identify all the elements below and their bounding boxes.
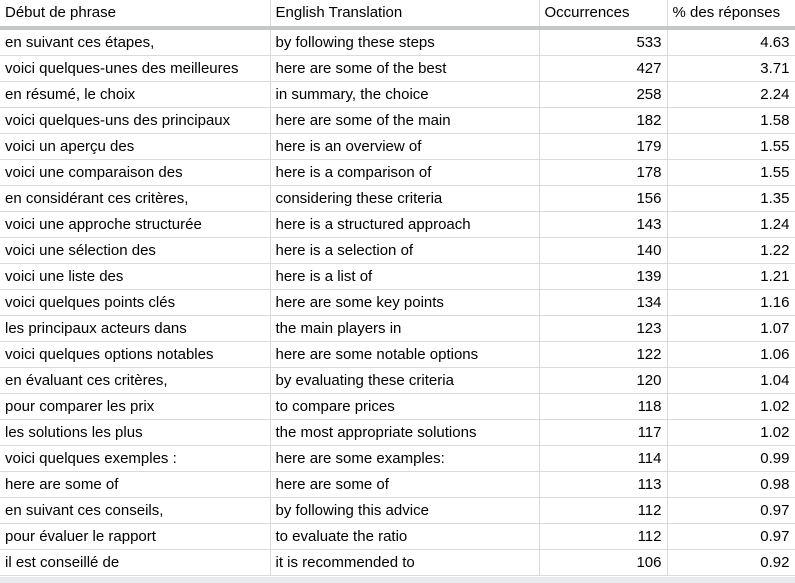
table-row bbox=[0, 446, 795, 472]
cell-translation[interactable]: here are some key points bbox=[270, 290, 539, 316]
cell-occurrences[interactable]: 258 bbox=[539, 82, 667, 108]
cell-occurrences[interactable]: 182 bbox=[539, 108, 667, 134]
cell-translation[interactable]: by evaluating these criteria bbox=[270, 368, 539, 394]
cell-phrase[interactable]: en suivant ces étapes, bbox=[0, 28, 270, 56]
horizontal-scrollbar-track[interactable] bbox=[0, 577, 795, 583]
cell-percent[interactable]: 4.63 bbox=[667, 28, 795, 56]
cell-translation[interactable]: here are some examples: bbox=[270, 446, 539, 472]
cell-phrase[interactable]: voici quelques points clés bbox=[0, 290, 270, 316]
cell-percent[interactable]: 1.55 bbox=[667, 134, 795, 160]
table-row bbox=[0, 82, 795, 108]
cell-phrase[interactable]: voici une comparaison des bbox=[0, 160, 270, 186]
cell-translation[interactable]: here are some of bbox=[270, 472, 539, 498]
cell-phrase[interactable]: les principaux acteurs dans bbox=[0, 316, 270, 342]
cell-occurrences[interactable]: 134 bbox=[539, 290, 667, 316]
table-row bbox=[0, 420, 795, 446]
cell-phrase[interactable]: il est conseillé de bbox=[0, 550, 270, 576]
cell-translation[interactable]: in summary, the choice bbox=[270, 82, 539, 108]
cell-phrase[interactable]: voici quelques options notables bbox=[0, 342, 270, 368]
cell-percent[interactable]: 3.71 bbox=[667, 56, 795, 82]
cell-translation[interactable]: the most appropriate solutions bbox=[270, 420, 539, 446]
cell-translation[interactable]: here are some notable options bbox=[270, 342, 539, 368]
table-row bbox=[0, 108, 795, 134]
table-row bbox=[0, 186, 795, 212]
table-row bbox=[0, 498, 795, 524]
cell-occurrences[interactable]: 106 bbox=[539, 550, 667, 576]
cell-occurrences[interactable]: 122 bbox=[539, 342, 667, 368]
cell-percent[interactable]: 1.55 bbox=[667, 160, 795, 186]
table-row bbox=[0, 134, 795, 160]
cell-phrase[interactable]: voici un aperçu des bbox=[0, 134, 270, 160]
table-row bbox=[0, 160, 795, 186]
cell-phrase[interactable]: en évaluant ces critères, bbox=[0, 368, 270, 394]
table-row bbox=[0, 342, 795, 368]
cell-occurrences[interactable]: 114 bbox=[539, 446, 667, 472]
cell-percent[interactable]: 1.21 bbox=[667, 264, 795, 290]
cell-percent[interactable]: 1.07 bbox=[667, 316, 795, 342]
cell-percent[interactable]: 0.97 bbox=[667, 498, 795, 524]
cell-percent[interactable]: 1.58 bbox=[667, 108, 795, 134]
cell-phrase[interactable]: pour comparer les prix bbox=[0, 394, 270, 420]
table-row bbox=[0, 290, 795, 316]
table-row bbox=[0, 238, 795, 264]
cell-translation[interactable]: by following this advice bbox=[270, 498, 539, 524]
cell-phrase[interactable]: voici une liste des bbox=[0, 264, 270, 290]
cell-percent[interactable]: 1.02 bbox=[667, 394, 795, 420]
cell-phrase[interactable]: voici une sélection des bbox=[0, 238, 270, 264]
header-phrase[interactable]: Début de phrase bbox=[0, 0, 270, 28]
cell-percent[interactable]: 1.04 bbox=[667, 368, 795, 394]
cell-phrase[interactable]: voici quelques-unes des meilleures bbox=[0, 56, 270, 82]
header-row bbox=[0, 0, 795, 28]
cell-phrase[interactable]: en considérant ces critères, bbox=[0, 186, 270, 212]
table-row bbox=[0, 56, 795, 82]
cell-occurrences[interactable]: 118 bbox=[539, 394, 667, 420]
cell-phrase[interactable]: voici une approche structurée bbox=[0, 212, 270, 238]
cell-percent[interactable]: 0.99 bbox=[667, 446, 795, 472]
cell-translation[interactable]: by following these steps bbox=[270, 28, 539, 56]
cell-phrase[interactable]: pour évaluer le rapport bbox=[0, 524, 270, 550]
cell-translation[interactable]: here is a structured approach bbox=[270, 212, 539, 238]
cell-occurrences[interactable]: 113 bbox=[539, 472, 667, 498]
cell-phrase[interactable]: here are some of bbox=[0, 472, 270, 498]
cell-phrase[interactable]: les solutions les plus bbox=[0, 420, 270, 446]
header-percent[interactable]: % des réponses bbox=[667, 0, 795, 28]
cell-occurrences[interactable]: 123 bbox=[539, 316, 667, 342]
cell-translation[interactable]: here is a list of bbox=[270, 264, 539, 290]
cell-translation[interactable]: here is a selection of bbox=[270, 238, 539, 264]
cell-percent[interactable]: 1.06 bbox=[667, 342, 795, 368]
table-body bbox=[0, 28, 795, 576]
cell-translation[interactable]: here is a comparison of bbox=[270, 160, 539, 186]
cell-occurrences[interactable]: 140 bbox=[539, 238, 667, 264]
table-row bbox=[0, 524, 795, 550]
cell-occurrences[interactable]: 112 bbox=[539, 524, 667, 550]
cell-translation[interactable]: here is an overview of bbox=[270, 134, 539, 160]
cell-occurrences[interactable]: 120 bbox=[539, 368, 667, 394]
cell-occurrences[interactable]: 139 bbox=[539, 264, 667, 290]
table-row bbox=[0, 368, 795, 394]
cell-percent[interactable]: 1.24 bbox=[667, 212, 795, 238]
cell-occurrences[interactable]: 178 bbox=[539, 160, 667, 186]
cell-occurrences[interactable]: 117 bbox=[539, 420, 667, 446]
cell-percent[interactable]: 0.97 bbox=[667, 524, 795, 550]
cell-translation[interactable]: here are some of the main bbox=[270, 108, 539, 134]
cell-occurrences[interactable]: 427 bbox=[539, 56, 667, 82]
cell-percent[interactable]: 1.22 bbox=[667, 238, 795, 264]
cell-translation[interactable]: it is recommended to bbox=[270, 550, 539, 576]
header-translation[interactable]: English Translation bbox=[270, 0, 539, 28]
cell-percent[interactable]: 1.02 bbox=[667, 420, 795, 446]
cell-occurrences[interactable]: 179 bbox=[539, 134, 667, 160]
cell-occurrences[interactable]: 156 bbox=[539, 186, 667, 212]
cell-percent[interactable]: 1.35 bbox=[667, 186, 795, 212]
cell-translation[interactable]: considering these criteria bbox=[270, 186, 539, 212]
cell-percent[interactable]: 0.92 bbox=[667, 550, 795, 576]
cell-phrase[interactable]: en résumé, le choix bbox=[0, 82, 270, 108]
cell-phrase[interactable]: voici quelques exemples : bbox=[0, 446, 270, 472]
table-row bbox=[0, 28, 795, 56]
table-row bbox=[0, 550, 795, 576]
cell-occurrences[interactable]: 533 bbox=[539, 28, 667, 56]
table-row bbox=[0, 316, 795, 342]
table-header bbox=[0, 0, 795, 28]
table-row bbox=[0, 212, 795, 238]
cell-translation[interactable]: to compare prices bbox=[270, 394, 539, 420]
cell-phrase[interactable]: voici quelques-uns des principaux bbox=[0, 108, 270, 134]
cell-translation[interactable]: to evaluate the ratio bbox=[270, 524, 539, 550]
cell-translation[interactable]: the main players in bbox=[270, 316, 539, 342]
cell-translation[interactable]: here are some of the best bbox=[270, 56, 539, 82]
table-row bbox=[0, 394, 795, 420]
header-occurrences[interactable]: Occurrences bbox=[539, 0, 667, 28]
cell-percent[interactable]: 1.16 bbox=[667, 290, 795, 316]
cell-occurrences[interactable]: 143 bbox=[539, 212, 667, 238]
table-row bbox=[0, 264, 795, 290]
table-row bbox=[0, 472, 795, 498]
cell-percent[interactable]: 0.98 bbox=[667, 472, 795, 498]
cell-phrase[interactable]: en suivant ces conseils, bbox=[0, 498, 270, 524]
cell-occurrences[interactable]: 112 bbox=[539, 498, 667, 524]
cell-percent[interactable]: 2.24 bbox=[667, 82, 795, 108]
